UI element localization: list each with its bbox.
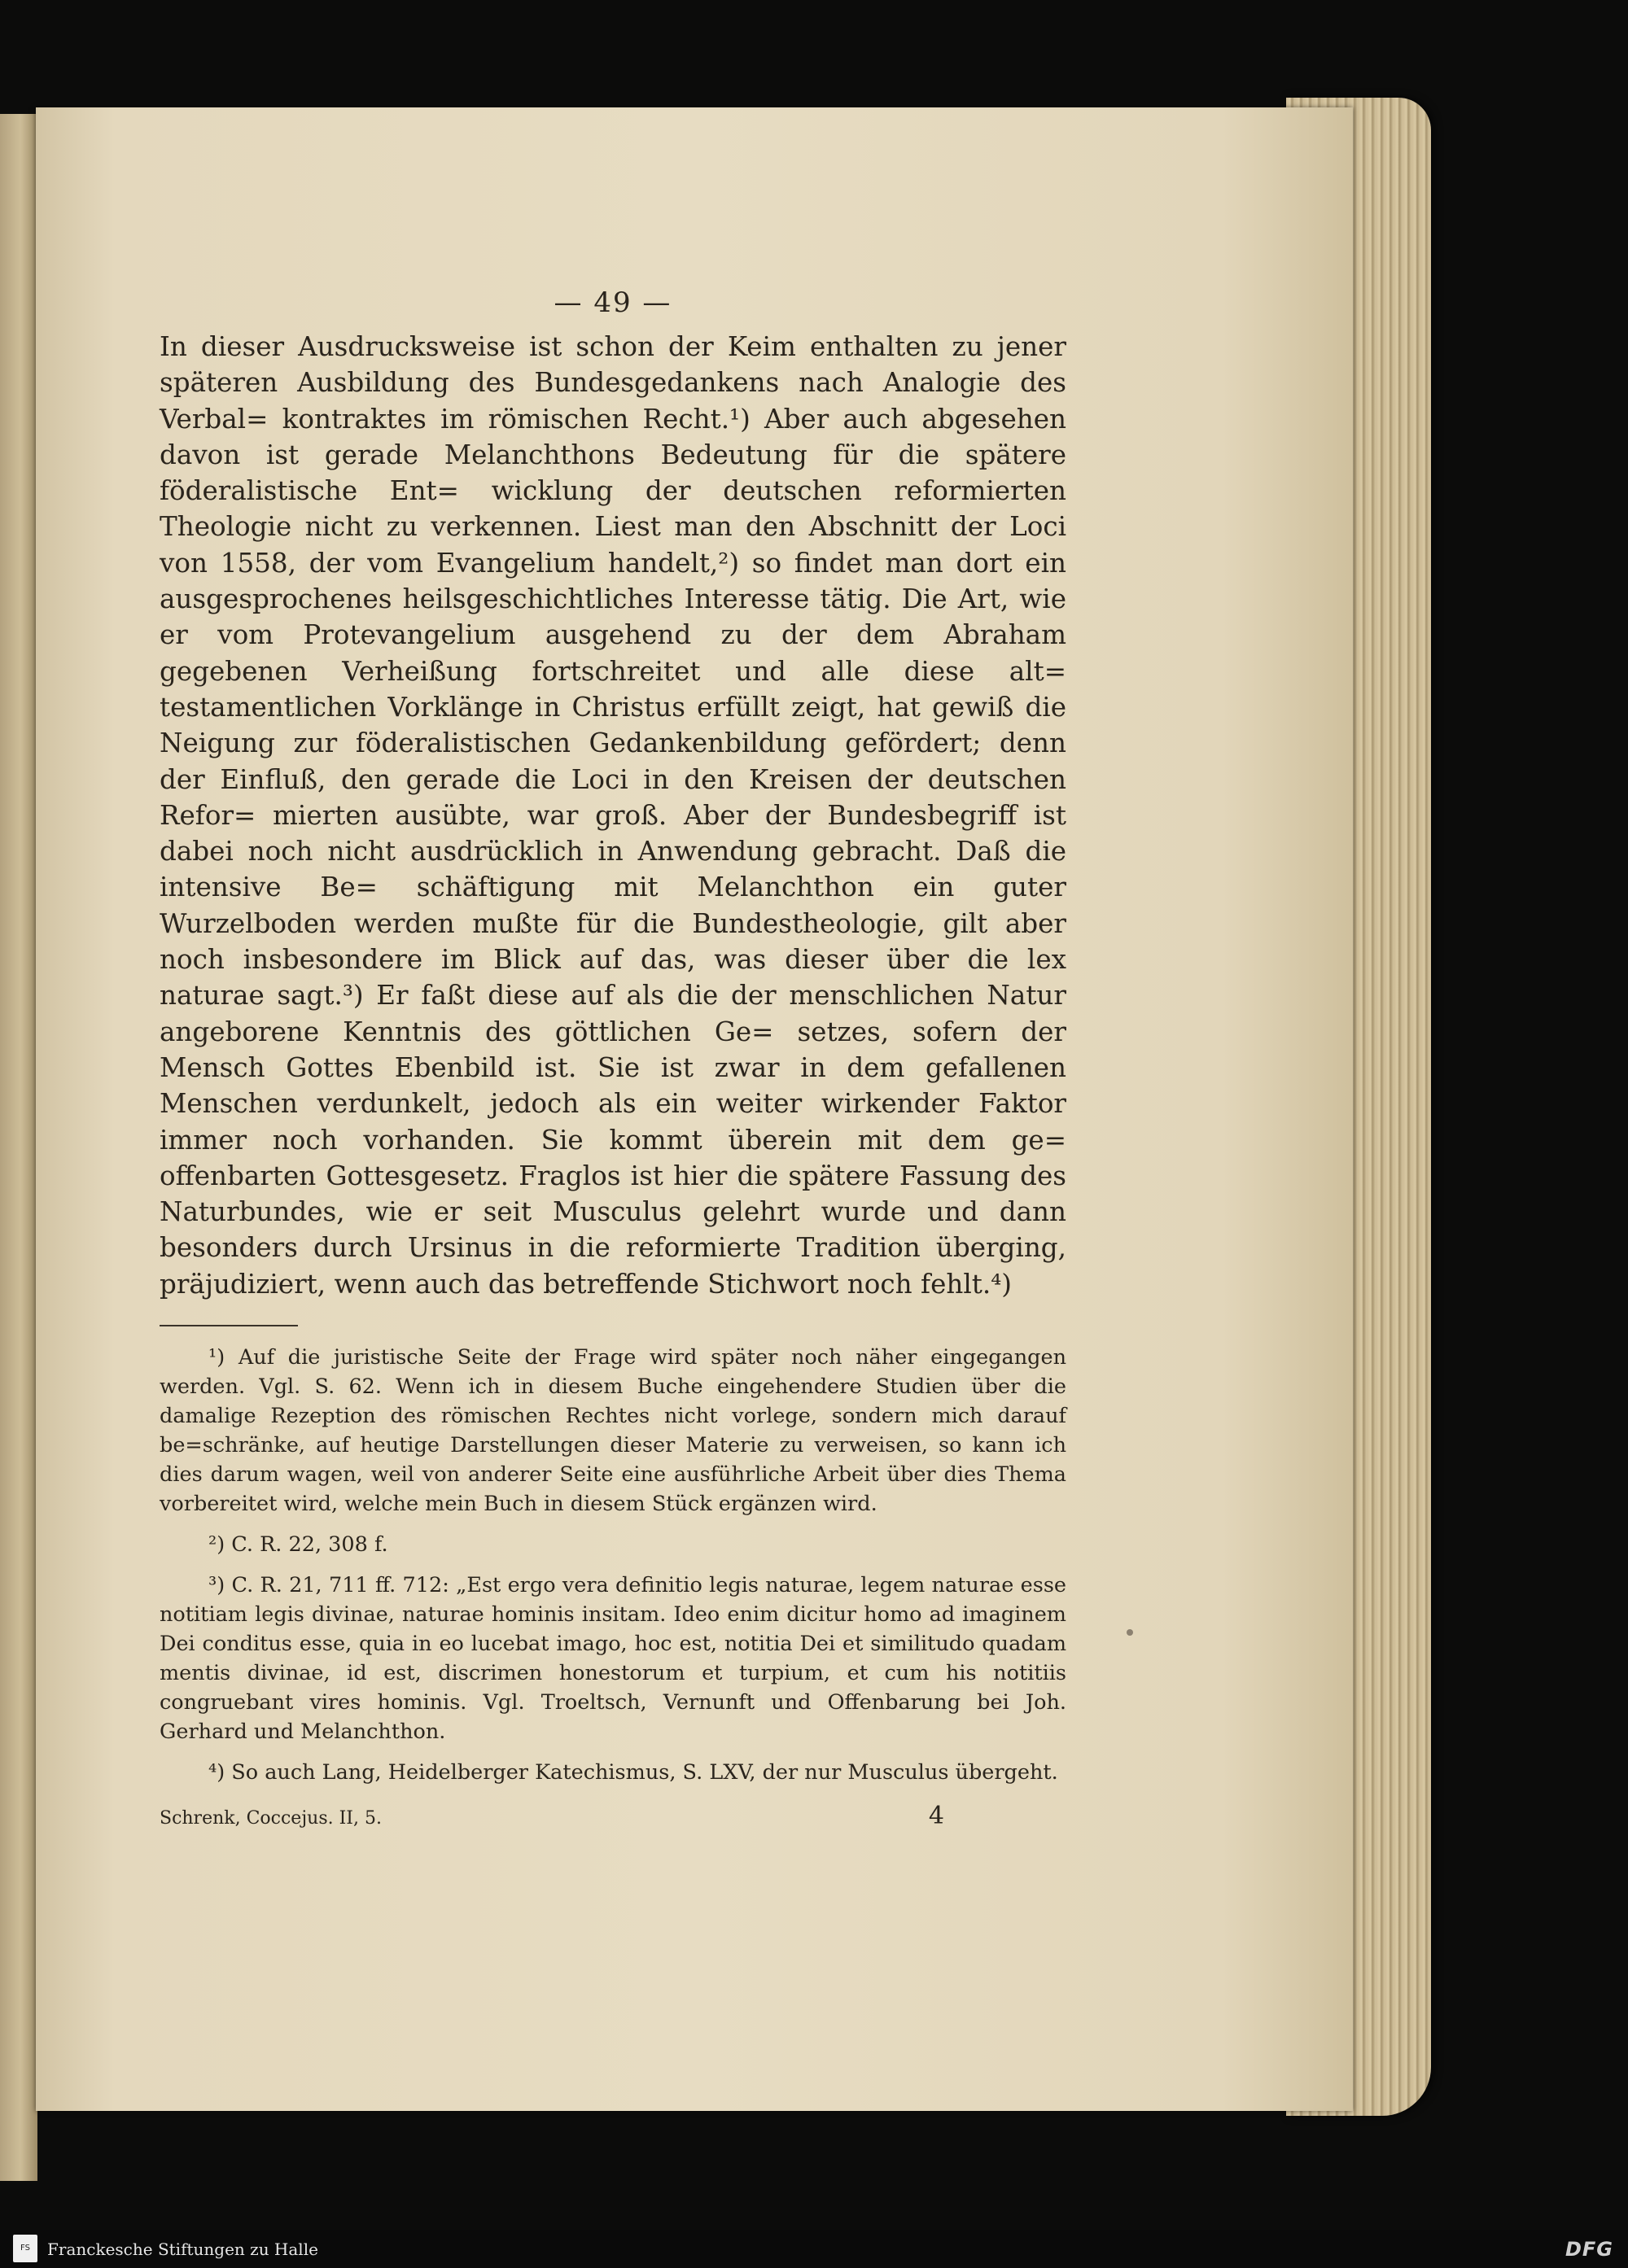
institution-logo-icon: FS	[13, 2235, 37, 2262]
paper-speck	[1127, 1629, 1133, 1636]
text-block	[160, 286, 1066, 1830]
footnote-mark: ²)	[208, 1532, 225, 1558]
footnotes	[160, 1343, 1066, 1787]
body-line: mierten ausübte, war groß. Aber der Bundesbegriff ist dabei noch	[160, 799, 1066, 867]
body-line: tätig. Die Art, wie er vom Protevangelium ausgehend zu der dem	[160, 583, 1066, 651]
footnote-1	[160, 1343, 1066, 1519]
body-line: so findet man dort ein ausgesprochenes heilsgeschichtliches Interesse	[160, 547, 1066, 615]
signature-line	[160, 1802, 1066, 1830]
footnote-rule	[160, 1325, 298, 1326]
footnote-text: Auf die juristische Seite der Frage wird später noch näher eingegangen werden. Vgl. S. 62. Wenn ich in diesem Buche eingehendere Studien über die damalige Rezeption des römischen Rechtes nicht vorlege, sondern mich darauf be=schränke, auf heutige Darstellungen dieser Materie zu verweisen, so kann ich dies darum wagen, weil von anderer Seite eine ausführliche Arbeit über dies Thema vorbereitet wird, welche mein Buch in diesem Stück ergänzen wird.	[160, 1345, 1066, 1517]
body-line: gerade Melanchthons Bedeutung für die spätere föderalistische Ent=	[160, 439, 1067, 507]
footnote-2	[160, 1530, 1066, 1559]
body-line: In dieser Ausdrucksweise ist schon der Keim enthalten zu jener	[160, 331, 1066, 362]
body-line: nicht ausdrücklich in Anwendung gebracht. Daß die intensive Be=	[160, 836, 1067, 903]
dfg-logo: DFG	[1565, 2238, 1613, 2261]
footer-bar	[0, 2230, 1628, 2268]
page-number: — 49 —	[554, 286, 672, 319]
footnote-text: C. R. 21, 711 ff. 712: „Est ergo vera definitio legis naturae, legem naturae esse notitiam legis divinae, naturae hominis insitam. Ideo enim dicitur homo ad imaginem Dei conditus esse, quia in eo lucebat imago, hoc est, notitia Dei et similitudo quadam mentis divinae, id est, discrimen honestorum et turpium, et cum his notitiis congruebant vires hominis. Vgl. Troeltsch, Vernunft und Offenbarung bei Joh. Gerhard und Melanchthon.	[160, 1573, 1066, 1745]
book-page	[36, 107, 1353, 2111]
body-line: Naturbundes, wie er seit Musculus gelehrt wurde und dann besonders	[160, 1196, 1066, 1264]
body-line: für die Bundestheologie, gilt aber noch insbesondere im Blick auf	[160, 907, 1066, 976]
body-line: setzes, sofern der Mensch Gottes Ebenbild ist. Sie ist zwar in dem	[160, 1016, 1066, 1083]
institution-label: Franckesche Stiftungen zu Halle	[47, 2240, 318, 2259]
body-line: kontraktes im römischen Recht.¹) Aber auch abgesehen davon ist	[160, 403, 1066, 470]
body-line: das, was dieser über die lex naturae sagt.³) Er faßt diese auf als	[160, 944, 1066, 1012]
body-line: durch Ursinus in die reformierte Tradition überging, präjudiziert,	[160, 1232, 1067, 1300]
body-line: testamentlichen Vorklänge in Christus erfüllt zeigt, hat gewiß die	[160, 691, 1066, 723]
footnote-mark: ³)	[208, 1573, 225, 1598]
footnote-text: C. R. 22, 308 f.	[231, 1532, 388, 1558]
footnote-3	[160, 1571, 1066, 1746]
body-line: schäftigung mit Melanchthon ein guter Wurzelboden werden mußte	[160, 872, 1066, 939]
sheet-number: 4	[928, 1802, 944, 1831]
body-text	[160, 329, 1066, 1302]
footnote-mark: ¹)	[208, 1345, 225, 1370]
printer-signature: Schrenk, Coccejus. II, 5.	[160, 1808, 382, 1829]
body-line: wicklung der deutschen reformierten Theologie nicht zu verkennen. Liest	[160, 475, 1067, 543]
body-line: die der menschlichen Natur angeborene Kenntnis des göttlichen Ge=	[160, 980, 1066, 1047]
body-line: wenn auch das betreffende Stichwort noch fehlt.⁴)	[334, 1268, 1012, 1300]
body-line: Abraham gegebenen Verheißung fortschreitet und alle diese alt=	[160, 619, 1066, 687]
body-line: man den Abschnitt der Loci von 1558, der vom Evangelium handelt,²)	[160, 511, 1066, 579]
body-line: Neigung zur föderalistischen Gedankenbildung gefördert; denn der	[160, 728, 1066, 795]
footnote-4	[160, 1758, 1066, 1787]
footnote-text: So auch Lang, Heidelberger Katechismus, S. LXV, der nur Musculus übergeht.	[231, 1760, 1058, 1785]
body-line: Einfluß, den gerade die Loci in den Kreisen der deutschen Refor=	[160, 763, 1066, 831]
body-line: späteren Ausbildung des Bundesgedankens nach Analogie des Verbal=	[160, 367, 1066, 435]
body-paragraph	[160, 329, 1066, 1302]
body-line: Faktor immer noch vorhanden. Sie kommt überein mit dem ge=	[160, 1088, 1067, 1156]
body-line: offenbarten Gottesgesetz. Fraglos ist hier die spätere Fassung des	[160, 1160, 1066, 1191]
facing-page-edge	[0, 114, 37, 2181]
body-line: gefallenen Menschen verdunkelt, jedoch als ein weiter wirkender	[160, 1051, 1066, 1120]
footnote-mark: ⁴)	[208, 1760, 225, 1785]
